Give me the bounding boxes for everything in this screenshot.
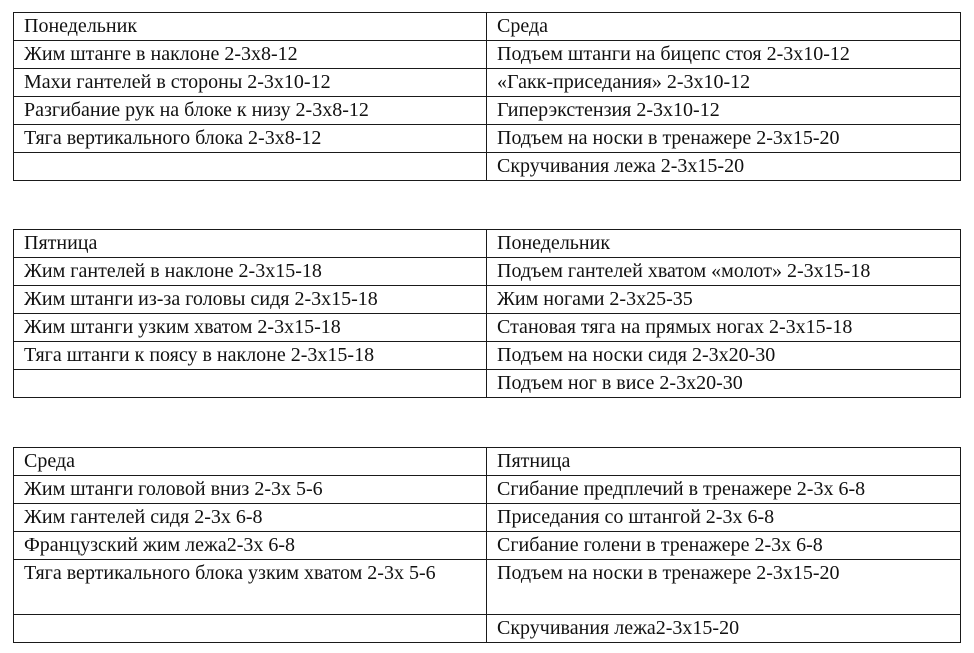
- exercise-cell: Тяга штанги к поясу в наклоне 2-3х15-18: [14, 342, 487, 370]
- exercise-cell: Жим штанги из-за головы сидя 2-3х15-18: [14, 286, 487, 314]
- exercise-cell: Сгибание голени в тренажере 2-3х 6-8: [487, 532, 961, 560]
- workout-table-2: [13, 229, 961, 398]
- exercise-cell: Подъем на носки в тренажере 2-3х15-20: [487, 125, 961, 153]
- exercise-cell: Становая тяга на прямых ногах 2-3х15-18: [487, 314, 961, 342]
- day-header-right: Пятница: [487, 448, 961, 476]
- exercise-cell: Разгибание рук на блоке к низу 2-3х8-12: [14, 97, 487, 125]
- exercise-cell: Приседания со штангой 2-3х 6-8: [487, 504, 961, 532]
- exercise-cell: Жим гантелей сидя 2-3х 6-8: [14, 504, 487, 532]
- exercise-cell: Махи гантелей в стороны 2-3х10-12: [14, 69, 487, 97]
- table-header-row: [14, 13, 961, 41]
- table-row: [14, 560, 961, 615]
- exercise-cell: Жим штанги головой вниз 2-3х 5-6: [14, 476, 487, 504]
- exercise-cell: Французский жим лежа2-3х 6-8: [14, 532, 487, 560]
- day-header-right: Понедельник: [487, 230, 961, 258]
- table-row: [14, 476, 961, 504]
- empty-cell: [14, 615, 487, 643]
- exercise-cell: Подъем на носки сидя 2-3х20-30: [487, 342, 961, 370]
- exercise-cell: Жим гантелей в наклоне 2-3х15-18: [14, 258, 487, 286]
- day-header-left: Понедельник: [14, 13, 487, 41]
- table-row: [14, 504, 961, 532]
- exercise-cell: «Гакк-приседания» 2-3х10-12: [487, 69, 961, 97]
- exercise-cell: Подъем ног в висе 2-3х20-30: [487, 370, 961, 398]
- table-row: [14, 153, 961, 181]
- exercise-cell: Жим штанги узким хватом 2-3х15-18: [14, 314, 487, 342]
- table-row: [14, 532, 961, 560]
- exercise-cell: Жим ногами 2-3х25-35: [487, 286, 961, 314]
- exercise-cell: Подъем на носки в тренажере 2-3х15-20: [487, 560, 961, 615]
- table-row: [14, 125, 961, 153]
- exercise-cell: Сгибание предплечий в тренажере 2-3х 6-8: [487, 476, 961, 504]
- table-row: [14, 97, 961, 125]
- day-header-left: Пятница: [14, 230, 487, 258]
- table-row: [14, 615, 961, 643]
- table-row: [14, 41, 961, 69]
- table-row: [14, 370, 961, 398]
- workout-table-3: [13, 447, 961, 643]
- workout-table-1: [13, 12, 961, 181]
- table-row: [14, 258, 961, 286]
- empty-cell: [14, 153, 487, 181]
- day-header-right: Среда: [487, 13, 961, 41]
- table-header-row: [14, 448, 961, 476]
- table-row: [14, 69, 961, 97]
- day-header-left: Среда: [14, 448, 487, 476]
- exercise-cell: Скручивания лежа2-3х15-20: [487, 615, 961, 643]
- exercise-cell: Скручивания лежа 2-3х15-20: [487, 153, 961, 181]
- table-row: [14, 286, 961, 314]
- exercise-cell: Гиперэкстензия 2-3х10-12: [487, 97, 961, 125]
- exercise-cell: Тяга вертикального блока 2-3х8-12: [14, 125, 487, 153]
- table-row: [14, 342, 961, 370]
- table-header-row: [14, 230, 961, 258]
- exercise-cell: Жим штанге в наклоне 2-3х8-12: [14, 41, 487, 69]
- empty-cell: [14, 370, 487, 398]
- exercise-cell: Подъем штанги на бицепс стоя 2-3х10-12: [487, 41, 961, 69]
- exercise-cell: Тяга вертикального блока узким хватом 2-3х 5-6: [14, 560, 487, 615]
- table-row: [14, 314, 961, 342]
- exercise-cell: Подъем гантелей хватом «молот» 2-3х15-18: [487, 258, 961, 286]
